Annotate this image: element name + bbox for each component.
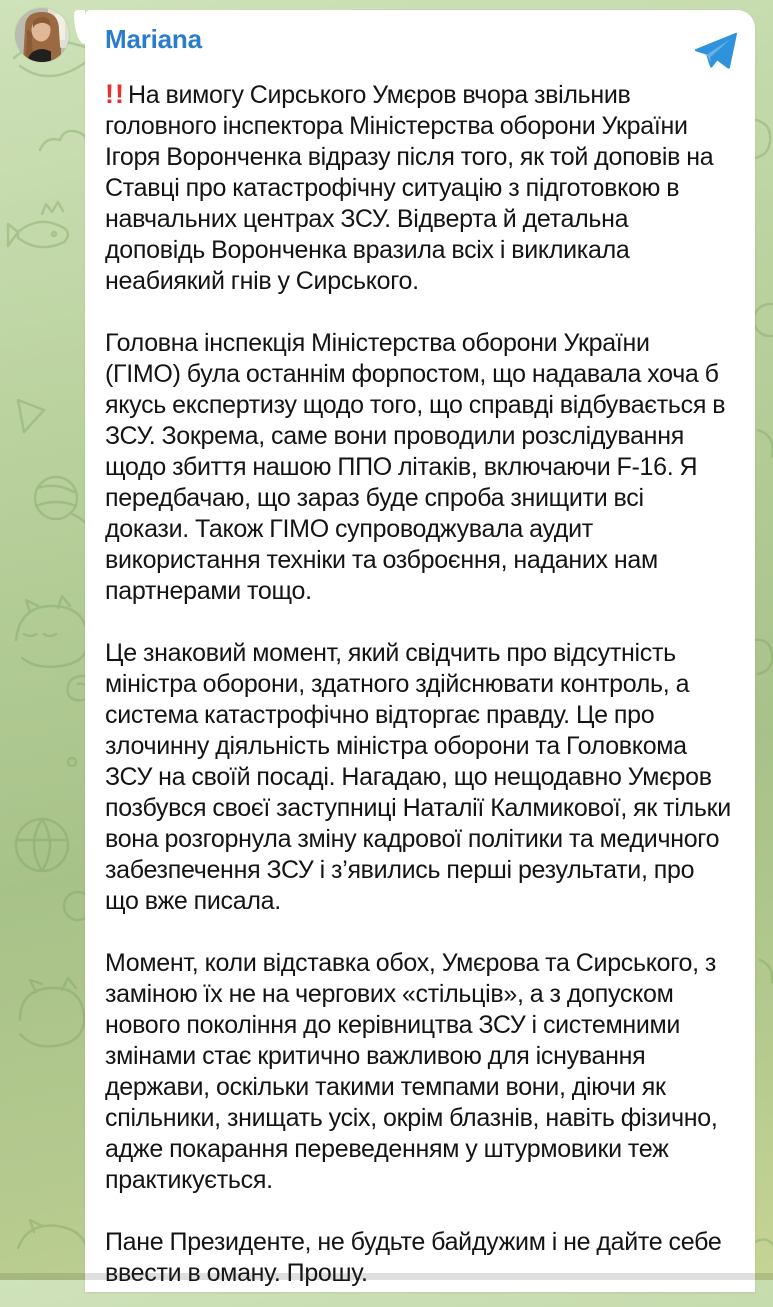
screenshot-bottom-edge (0, 1273, 773, 1280)
sender-name[interactable]: Mariana (105, 24, 202, 54)
woman-portrait-photo (15, 8, 69, 62)
message-paragraph: Головна інспекція Міністерства оборони України (ГІМО) була останнім форпостом, що надавала хоча б якусь експертизу щодо того, що справді відбувається в ЗСУ. Зокрема, саме вони проводили розслідування щодо збиття нашою ППО літаків, включаючи F-16. Я передбачаю, що зараз буде спроба знищити всі докази. Також ГІМО супроводжувала аудит використання техніки та озброєння, наданих нам партнерами тощо. (105, 329, 726, 605)
telegram-plane-icon[interactable] (693, 31, 737, 71)
message-bubble (85, 10, 755, 1292)
message-paragraph: Пане Президенте, не будьте байдужим і не дайте себе ввести в оману. Прошу. (105, 1228, 722, 1287)
avatar[interactable] (15, 8, 69, 62)
double-exclamation-emoji: !! (105, 79, 125, 109)
message-header (85, 10, 755, 71)
message-paragraph: Це знаковий момент, який свідчить про відсутність міністра оборони, здатного здійснювати контроль, а система катастрофічно відторгає правду. Це про злочинну діяльність міністра оборони та Головкома ЗСУ на своїй посаді. Нагадаю, що нещодавно Умєров позбувся своєї заступниці Наталії Калмикової, як тільки вона розгорнула зміну кадрової політики та медичного забезпечення ЗСУ і з’явились перші результати, про що вже писала. (105, 639, 731, 915)
message-paragraph: Момент, коли відставка обох, Умєрова та Сирського, з заміною їх не на чергових «стільців», а з допуском нового покоління до керівництва ЗСУ і системними змінами стає критично важливою для існування держави, оскільки такими темпами вони, діючи як спільники, знищать усіх, окрім блазнів, навіть фізично, адже покарання переведенням у штурмовики теж практикується. (105, 949, 718, 1194)
message-paragraph: !! На вимогу Сирського Умєров вчора звільнив головного інспектора Міністерства оборони України Ігоря Воронченка відразу після того, як той доповів на Ставці про катастрофічну ситуацію з підготовкою в навчальних центрах ЗСУ. Відверта й детальна доповідь Воронченка вразила всіх і викликала неабиякий гнів у Сирського. (105, 79, 714, 295)
message-text (85, 71, 755, 1307)
